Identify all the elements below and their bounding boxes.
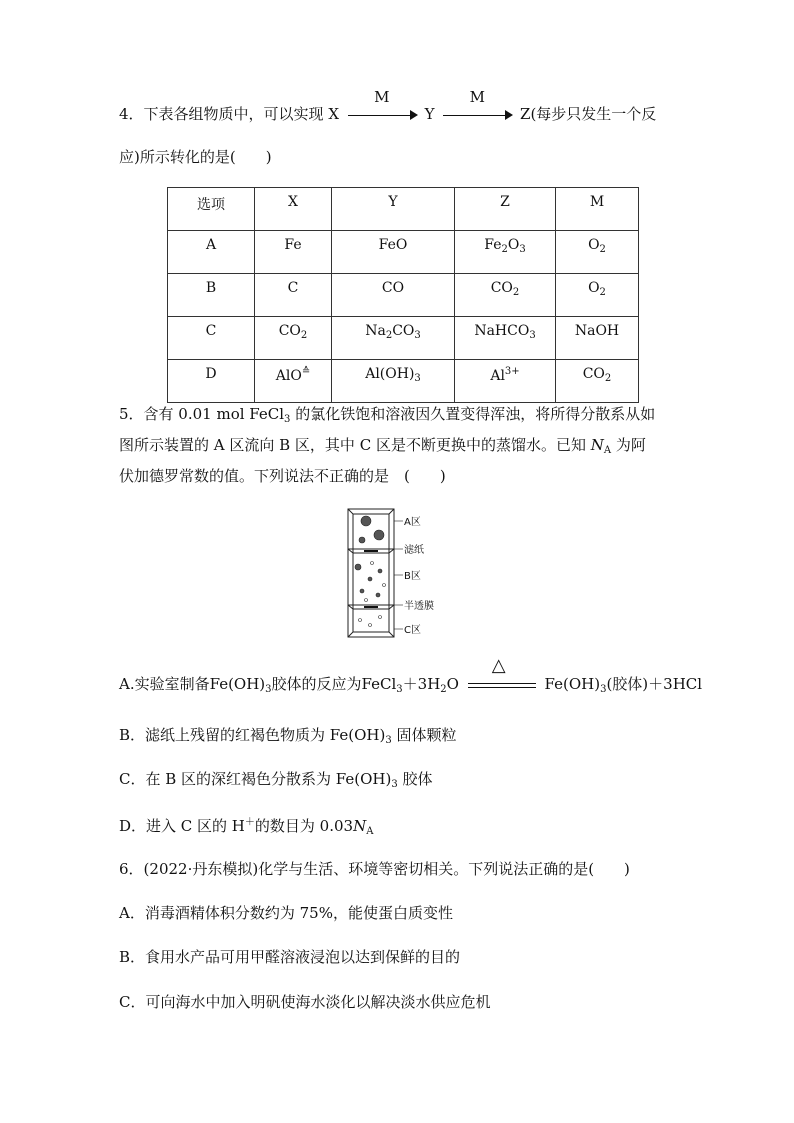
arrow-label: M [469,88,485,106]
q6-option-b: B．食用水产品可用甲醛溶液浸泡以达到保鲜的目的 [119,948,461,966]
table-cell: C [168,317,255,360]
table-cell: D [168,360,255,403]
equilibrium-sign [468,655,536,695]
q6-option-a: A．消毒酒精体积分数约为 75%，能使蛋白质变性 [119,904,453,922]
q4-y: Y [424,105,435,123]
label-semipermeable-membrane: 半透膜 [404,601,434,612]
q4-stem-text-a: 4．下表各组物质中，可以实现 X [119,105,339,123]
table-row [168,360,639,403]
arrow-head-icon [505,110,513,120]
table-header-cell: Y [332,188,455,231]
reaction-arrow-2 [441,88,513,124]
q4-options-table [167,187,639,403]
table-cell: $CO_2$ [255,317,332,360]
q5-stem-line3: 伏加德罗常数的值。下列说法不正确的是 ( ) [119,467,446,485]
arrow-label: M [374,88,390,106]
table-cell: AlO≙ [255,360,332,403]
table-cell: NaHCO$_3$ [455,317,556,360]
table-cell: $O_2$ [556,231,639,274]
table-header-row [168,188,639,231]
q4-stem-line1 [119,88,657,124]
q5-option-c: C．在 B 区的深红褐色分散系为 $Fe(OH)_3$ 胶体 [119,770,433,790]
heat-triangle-icon: △ [491,655,506,676]
reaction-arrow-1 [346,88,418,124]
table-header-cell: X [255,188,332,231]
q5-stem-line2: 图所示装置的 A 区流向 B 区，其中 C 区是不断更换中的蒸馏水。已知 $N_A$ 为阿 [119,436,646,456]
table-cell: FeO [332,231,455,274]
table-cell: A [168,231,255,274]
table-cell: $Al^{3+}$ [455,360,556,403]
dialysis-apparatus-figure [340,505,460,645]
table-cell: $Fe_2O_3$ [455,231,556,274]
q6-option-c: C．可向海水中加入明矾使海水淡化以解决淡水供应危机 [119,993,491,1011]
q5-option-d: D．进入 C 区的 H＋的数目为 $0.03N_A$ [119,817,374,837]
table-cell: $CO_2$ [556,360,639,403]
q4-stem-text-b: Z(每步只发生一个反 [520,105,657,123]
q6-stem: 6．(2022·丹东模拟)化学与生活、环境等密切相关。下列说法正确的是( ) [119,860,630,878]
q5-option-b: B．滤纸上残留的红褐色物质为 $Fe(OH)_3$ 固体颗粒 [119,726,457,746]
table-cell: CO [332,274,455,317]
label-b-zone: B区 [404,571,421,582]
table-row [168,231,639,274]
q5-stem-line1: 5．含有 0.01 mol FeCl$_3$ 的氯化铁饱和溶液因久置变得浑浊，将所得分散系从如 [119,405,656,425]
table-row [168,274,639,317]
label-a-zone: A区 [404,517,421,528]
q5-option-a: A.实验室制备$Fe(OH)_3$胶体的反应为$FeCl_3+3H_2O$ △ $Fe(OH)_3$(胶体)＋3HCl [119,655,703,695]
table-cell: NaOH [556,317,639,360]
arrow-head-icon [410,110,418,120]
table-header-cell: Z [455,188,556,231]
label-c-zone: C区 [404,625,421,636]
table-cell: $Al(OH)_3$ [332,360,455,403]
table-cell: $O_2$ [556,274,639,317]
q4-stem-line2: 应)所示转化的是( ) [119,148,272,166]
table-header-cell: M [556,188,639,231]
table-header-cell: 选项 [168,188,255,231]
table-cell: B [168,274,255,317]
table-cell: $CO_2$ [455,274,556,317]
table-row [168,317,639,360]
table-cell: Fe [255,231,332,274]
table-cell: $Na_2CO_3$ [332,317,455,360]
table-cell: C [255,274,332,317]
label-filter-paper: 滤纸 [404,545,424,556]
